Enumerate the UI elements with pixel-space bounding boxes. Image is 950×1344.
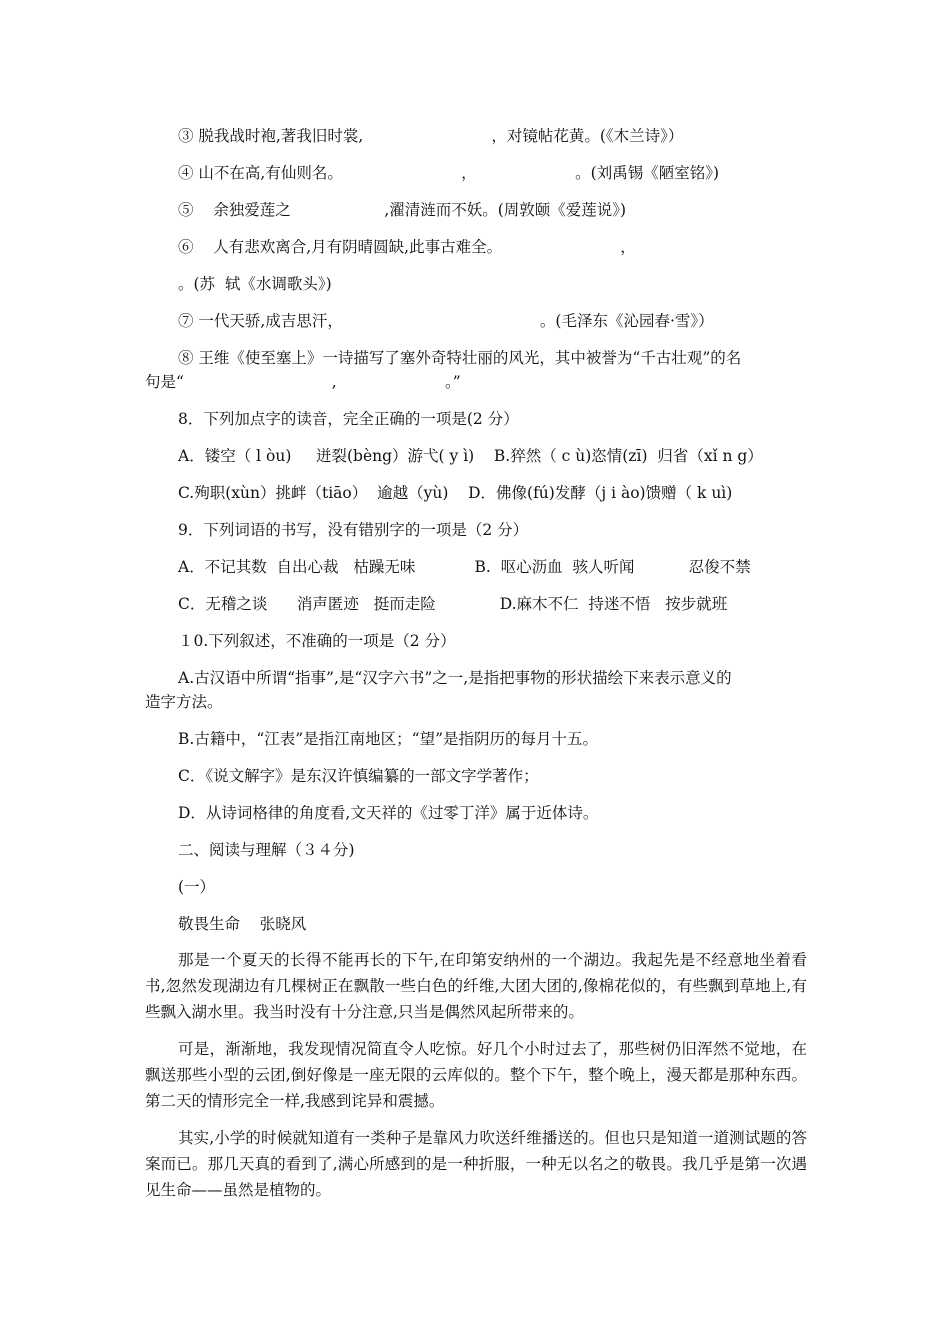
quote-line-8-cont: 句是“ , 。” (145, 373, 461, 391)
question-10-option-a-cont: 造字方法。 (145, 693, 223, 711)
section-heading: 二、阅读与理解（３４分) (178, 841, 355, 859)
subsection-marker: (一） (178, 878, 216, 896)
article-title: 敬畏生命 张晓风 (178, 915, 307, 933)
question-10-option-a: A.古汉语中所谓“指事”,是“汉字六书”之一,是指把事物的形状描绘下来表示意义的 (178, 669, 732, 687)
question-10-option-d: D．从诗词格律的角度看,文天祥的《过零丁洋》属于近体诗。 (178, 804, 599, 822)
article-paragraph-2: 可是，渐渐地，我发现情况简直令人吃惊。好几个小时过去了，那些树仍旧浑然不觉地，在飘送那些小型的云团,倒好像是一座无限的云库似的。整个下午，整个晚上，漫天都是那种东西。第二天的情形完全一样,我感到诧异和震撼。 (145, 1040, 807, 1110)
quote-line-6-cont: 。(苏 轼《水调歌头》) (178, 275, 332, 293)
quote-line-4: ④ 山不在高,有仙则名。 ， 。(刘禹锡《陋室铭》) (178, 164, 719, 182)
article-paragraph-3: 其实,小学的时候就知道有一类种子是靠风力吹送纤维播送的。但也只是知道一道测试题的答案而已。那几天真的看到了,满心所感到的是一种折服，一种无以名之的敬畏。我几乎是第一次遇见生命——虽然是植物的。 (145, 1129, 807, 1199)
quote-line-6: ⑥ 人有悲欢离合,月有阴晴圆缺,此事古难全。 ， (178, 238, 636, 256)
quote-line-3: ③ 脱我战时袍,著我旧时裳, ，对镜帖花黄。(《木兰诗》） (178, 127, 684, 145)
question-10: １0.下列叙述，不准确的一项是（2 分） (178, 632, 456, 650)
question-10-option-c: C．《说文解字》是东汉许慎编纂的一部文字学著作； (178, 767, 539, 785)
question-9-options-cd: C．无稽之谈 消声匿迹 挺而走险 D.麻木不仁 持迷不悟 按步就班 (178, 595, 728, 613)
quote-line-8: ⑧ 王维《使至塞上》一诗描写了塞外奇特壮丽的风光，其中被誉为“千古壮观”的名 (178, 349, 742, 367)
question-8: 8．下列加点字的读音，完全正确的一项是(2 分） (178, 410, 519, 428)
question-8-options-ab: A．镂空（ l òu) 迸裂(bèng）游弋( y ì) B.猝然（ c ù)恣情(zī) 归省（xǐ n g） (178, 447, 763, 465)
question-9: 9．下列词语的书写，没有错别字的一项是（2 分） (178, 521, 529, 539)
question-10-option-b: B.古籍中，“江表”是指江南地区；“望”是指阴历的每月十五。 (178, 730, 599, 748)
question-8-options-cd: C.殉职(xùn）挑衅（tiāo） 逾越（yù) D．佛像(fú)发酵（j i ào)馈赠（ k uì) (178, 484, 733, 502)
quote-line-5: ⑤ 余独爱莲之 ,濯清涟而不妖。(周敦颐《爱莲说》) (178, 201, 627, 219)
quote-line-7: ⑦ 一代天骄,成吉思汗， 。(毛泽东《沁园春·雪》） (178, 312, 714, 330)
question-9-options-ab: A．不记其数 自出心裁 枯躁无味 B. 呕心沥血 骇人听闻 忍俊不禁 (178, 558, 751, 576)
article-paragraph-1: 那是一个夏天的长得不能再长的下午,在印第安纳州的一个湖边。我起先是不经意地坐着看书,忽然发现湖边有几棵树正在飘散一些白色的纤维,大团大团的,像棉花似的，有些飘到草地上,有些飘入湖水里。我当时没有十分注意,只当是偶然风起所带来的。 (145, 951, 807, 1021)
